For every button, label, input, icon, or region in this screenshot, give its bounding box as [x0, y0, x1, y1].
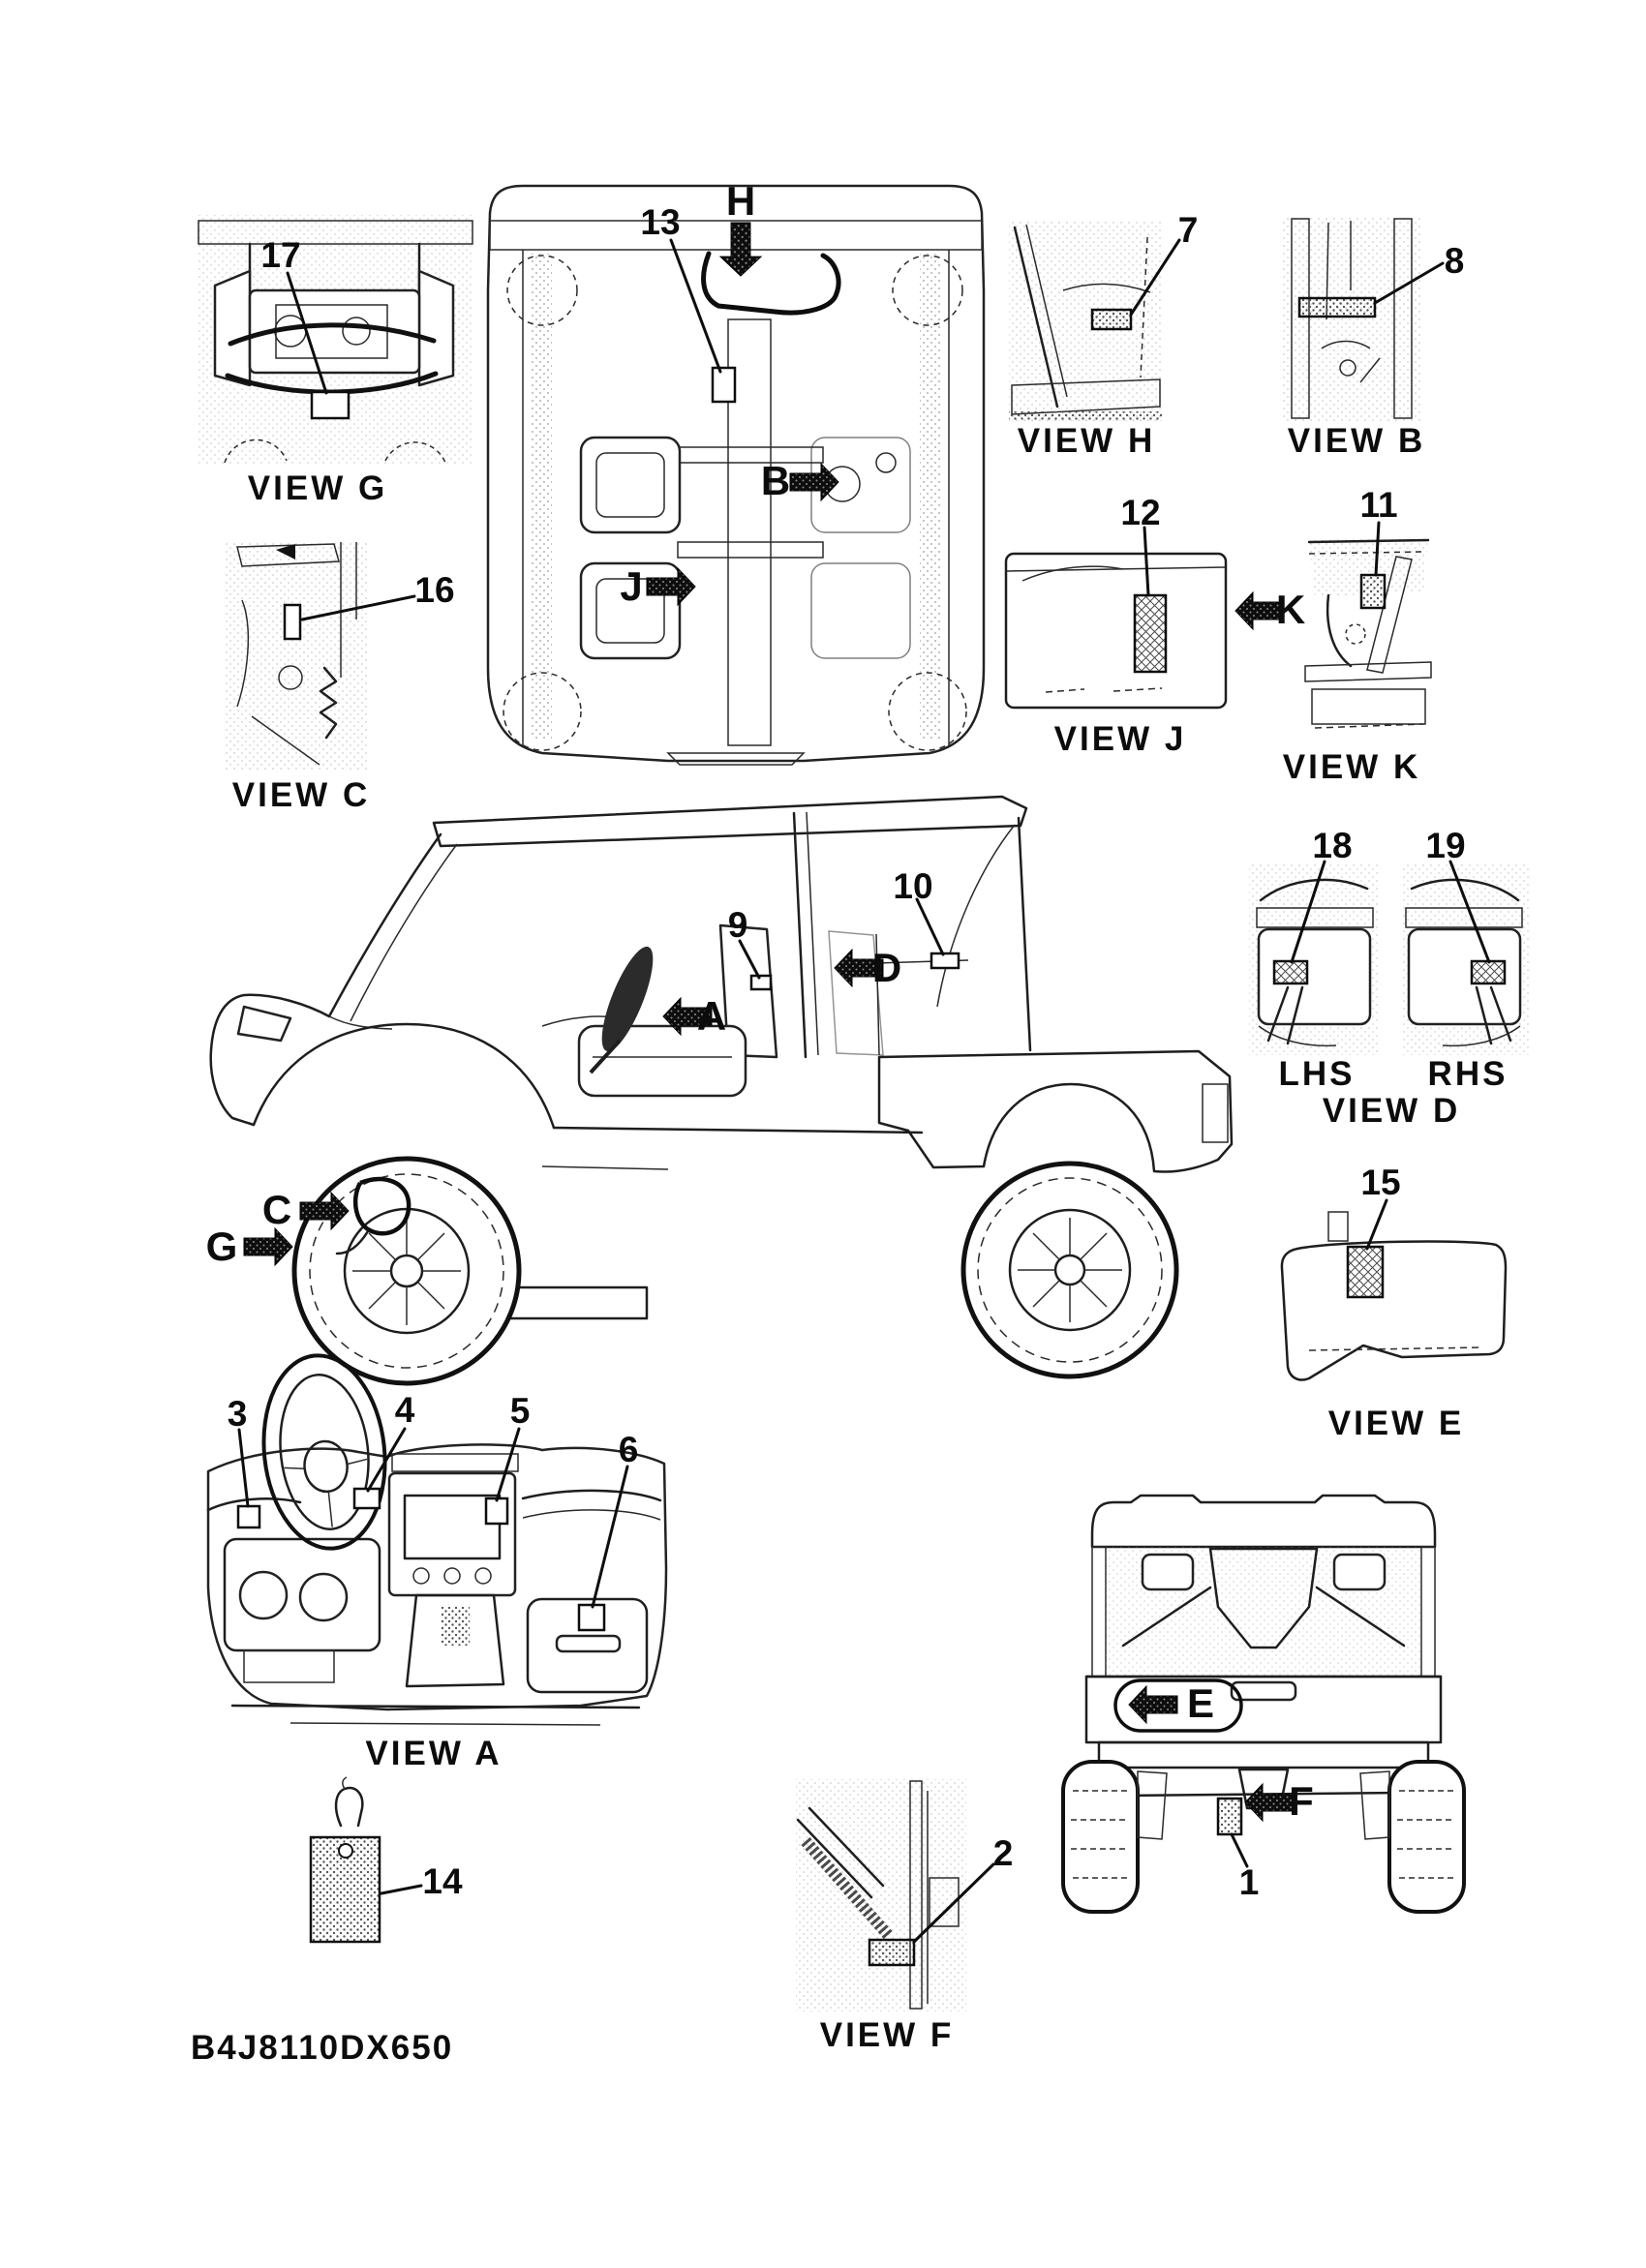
view-d-rhs-label: RHS [1427, 1055, 1509, 1093]
callout-10: 10 [893, 866, 933, 906]
callout-5: 5 [509, 1391, 531, 1431]
view-title-a: VIEW A [365, 1735, 503, 1772]
label-target-6 [579, 1605, 604, 1630]
view-f-illustration [796, 1779, 993, 2011]
label-target-12 [1135, 595, 1166, 672]
callout-8: 8 [1444, 241, 1465, 281]
callout-18: 18 [1312, 826, 1353, 865]
part-code: B4J8110DX650 [191, 2029, 454, 2067]
callout-13: 13 [640, 202, 681, 242]
leader-10 [917, 899, 943, 954]
arrow-letter-b: B [760, 458, 791, 503]
view-k-illustration [1305, 523, 1431, 728]
view-c-illustration [226, 542, 414, 771]
callout-9: 9 [727, 905, 748, 945]
callout-7: 7 [1177, 210, 1199, 250]
callout-2: 2 [992, 1833, 1014, 1873]
callout-14: 14 [422, 1861, 463, 1901]
arrow-letter-a: A [696, 993, 727, 1039]
view-a-illustration [208, 1349, 666, 1725]
arrow-letter-d: D [871, 945, 902, 990]
label-target-3 [238, 1506, 259, 1527]
view-b-illustration [1283, 216, 1443, 421]
callout-6: 6 [618, 1430, 639, 1469]
view-d-lhs-label: LHS [1278, 1055, 1356, 1093]
arrow-g-icon [244, 1228, 292, 1265]
arrow-letter-g: G [205, 1224, 238, 1269]
view-title-f: VIEW F [819, 2016, 955, 2054]
arrow-letter-f: F [1289, 1778, 1314, 1824]
label-target-9 [751, 976, 771, 989]
label-target-10 [931, 953, 959, 968]
view-title-b: VIEW B [1287, 422, 1426, 460]
label-target-15 [1348, 1247, 1383, 1297]
view-title-g: VIEW G [247, 469, 388, 507]
view-title-e: VIEW E [1327, 1405, 1465, 1442]
view-title-h: VIEW H [1017, 422, 1156, 460]
view-title-j: VIEW J [1053, 720, 1187, 758]
rear-view-illustration [1063, 1496, 1464, 1912]
callout-1: 1 [1238, 1862, 1260, 1902]
view-title-k: VIEW K [1282, 748, 1421, 786]
leader-14 [381, 1886, 421, 1893]
label-target-16 [285, 605, 300, 639]
arrow-e-icon [1129, 1686, 1177, 1723]
view-h-illustration [1009, 220, 1179, 421]
view-title-d: VIEW D [1322, 1092, 1461, 1130]
callout-4: 4 [394, 1390, 415, 1430]
label-target-5 [486, 1498, 507, 1524]
view-title-c: VIEW C [231, 776, 371, 814]
label-target-7 [1092, 310, 1131, 329]
arrow-f-icon [1245, 1784, 1294, 1821]
hang-tag-illustration [311, 1777, 421, 1942]
arrow-letter-j: J [620, 563, 643, 609]
arrow-letter-h: H [725, 178, 756, 224]
rear-wheel [963, 1164, 1176, 1376]
label-target-17 [312, 392, 349, 418]
callout-15: 15 [1360, 1163, 1401, 1202]
callout-3: 3 [227, 1394, 248, 1434]
label-target-19 [1472, 961, 1505, 983]
side-view-illustration [211, 797, 1232, 1383]
view-e-illustration [1282, 1200, 1506, 1380]
leader-12 [1144, 528, 1148, 595]
arrow-letter-k: K [1275, 587, 1306, 632]
arrow-letter-e: E [1186, 1680, 1215, 1726]
label-target-18 [1274, 961, 1307, 983]
callout-11: 11 [1359, 485, 1398, 525]
callout-16: 16 [414, 570, 455, 610]
label-target-11 [1361, 575, 1385, 608]
view-d-illustration [1249, 862, 1530, 1055]
callout-17: 17 [260, 235, 301, 275]
top-view-illustration [488, 186, 984, 765]
view-g-illustration [198, 215, 472, 465]
callout-12: 12 [1120, 493, 1161, 532]
label-target-1 [1218, 1799, 1241, 1834]
label-target-13 [713, 368, 735, 402]
label-target-2 [869, 1940, 914, 1965]
callout-19: 19 [1425, 826, 1466, 865]
arrow-letter-c: C [261, 1187, 292, 1232]
label-target-8 [1299, 298, 1375, 317]
view-j-illustration [1006, 528, 1226, 708]
